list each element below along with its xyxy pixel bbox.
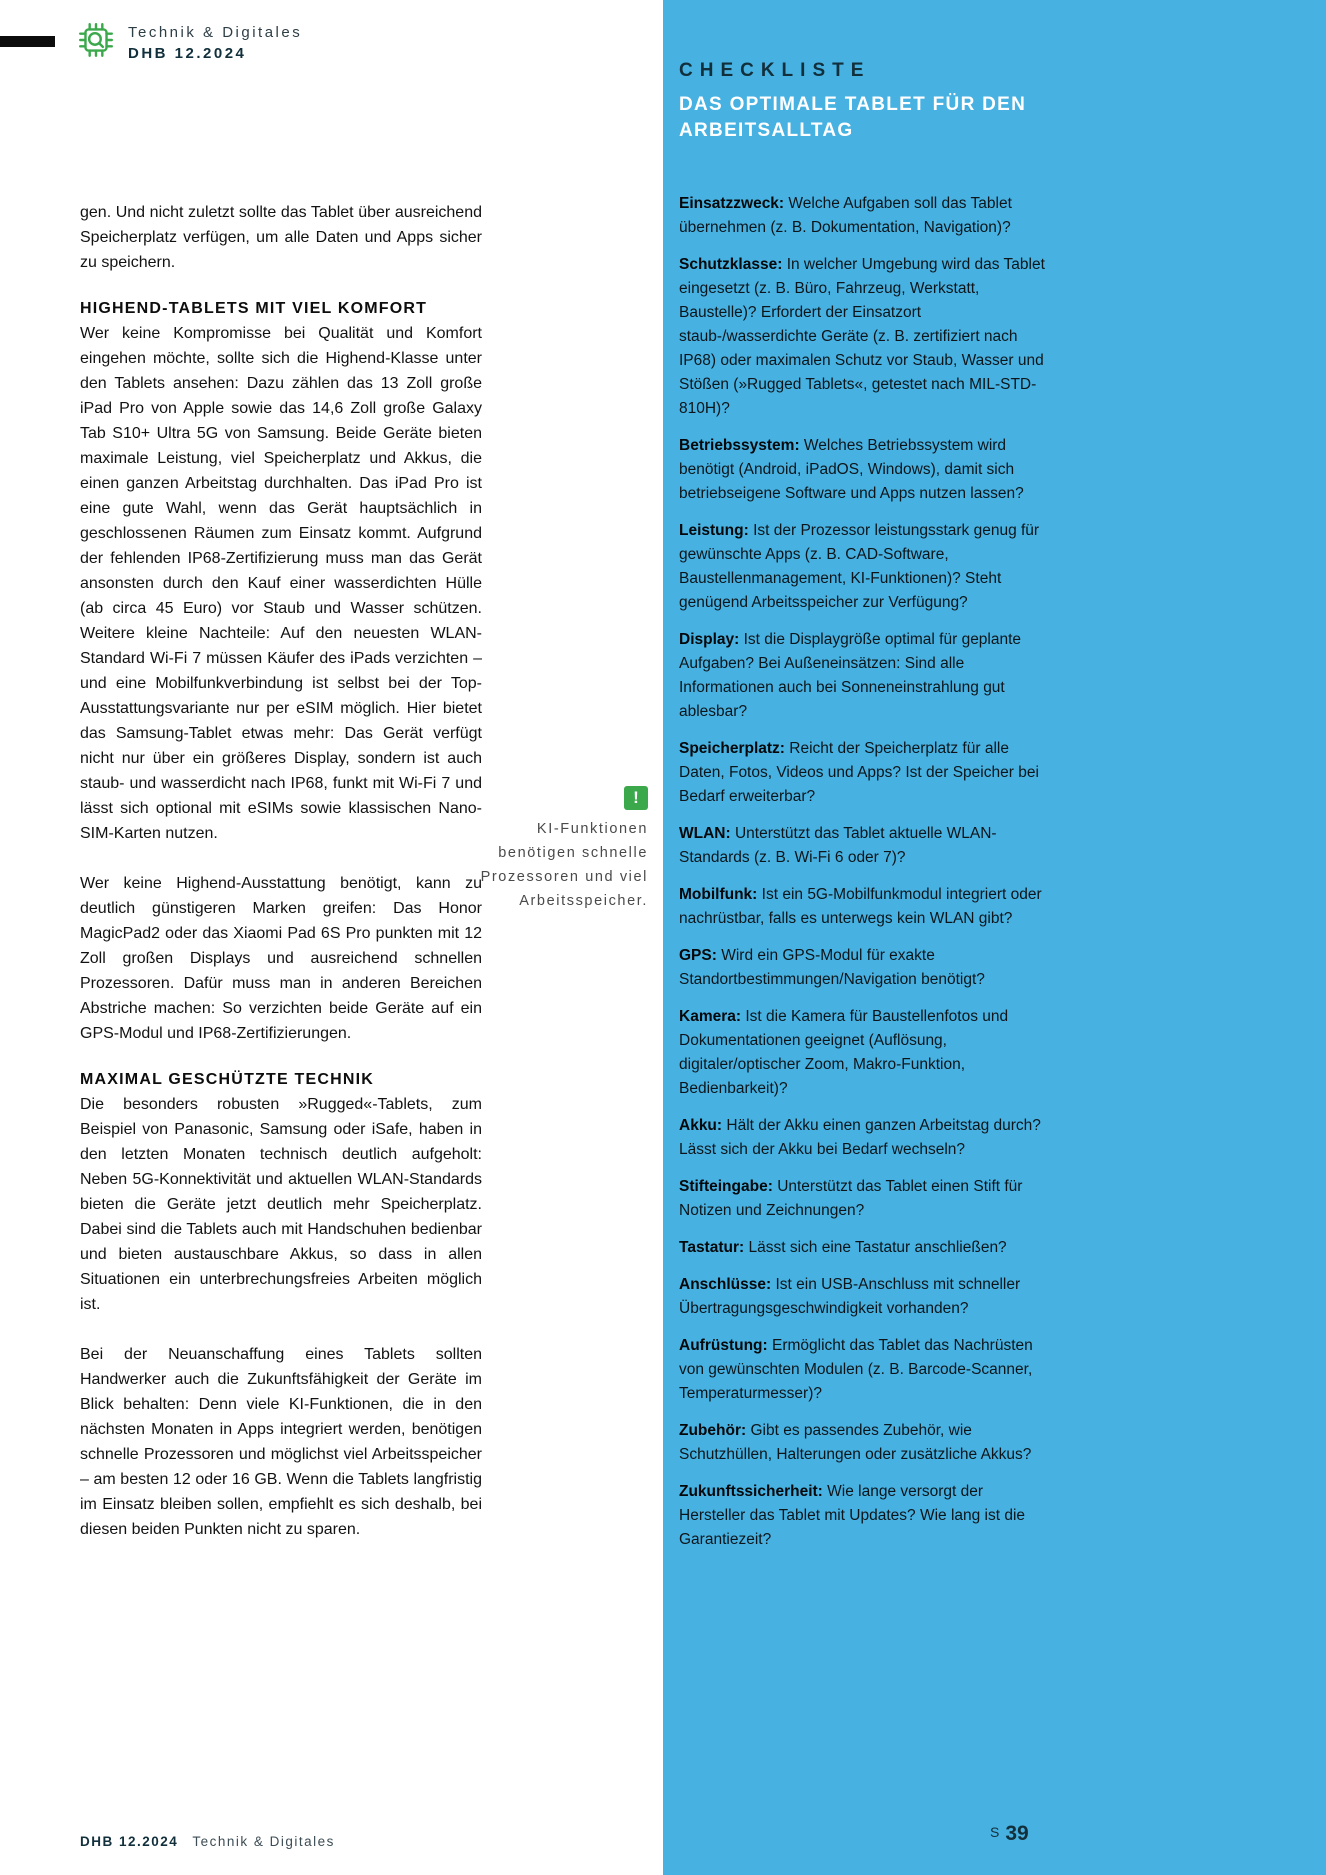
header-issue-label: DHB 12.2024: [128, 44, 247, 62]
checklist-title: DAS OPTIMALE TABLET FÜR DEN ARBEITSALLTAG: [679, 94, 1027, 141]
checklist-item-label: Akku:: [679, 1117, 723, 1134]
checklist-item-text: Unterstützt das Tablet aktuelle WLAN-Standards (z. B. Wi-Fi 6 oder 7)?: [679, 825, 997, 866]
footer-section-label: Technik & Digitales: [192, 1834, 335, 1849]
checklist-item: [679, 1273, 1051, 1321]
footer: [80, 1834, 335, 1849]
checklist-item: [679, 1480, 1051, 1552]
article-intro-paragraph: gen. Und nicht zuletzt sollte das Tablet über ausreichend Speicherplatz verfügen, um alle Daten und Apps sicher zu speichern.: [80, 204, 482, 271]
checklist-item-text: Gibt es passendes Zubehör, wie Schutzhüllen, Halterungen oder zusätzliche Akkus?: [679, 1422, 1032, 1463]
checklist-item-text: Ist ein 5G-Mobilfunkmodul integriert oder nachrüstbar, falls es unterwegs kein WLAN gibt?: [679, 886, 1042, 927]
article-paragraph: Die besonders robusten »Rugged«-Tablets, zum Beispiel von Panasonic, Samsung oder iSafe, haben in den letzten Monaten technisch deutlich aufgeholt: Neben 5G-Konnektivität und aktuellen WLAN-Standards bieten die Geräte jetzt deutlich mehr Speicherplatz. Dabei sind die Tablets auch mit Handschuhen bedienbar und bieten austauschbare Akkus, so dass in allen Situationen ein unterbrechungsfreies Arbeiten möglich ist.: [80, 1096, 482, 1313]
checklist-item: [679, 944, 1051, 992]
checklist-item-label: WLAN:: [679, 825, 731, 842]
checklist-item: [679, 822, 1051, 870]
pull-quote: [468, 786, 648, 913]
checklist-item-label: Tastatur:: [679, 1239, 745, 1256]
article-paragraph: Wer keine Kompromisse bei Qualität und Komfort eingehen möchte, sollte sich die Highend-Klasse unter den Tablets ansehen: Dazu zählen das 13 Zoll große iPad Pro von Apple sowie das 14,6 Zoll große Galaxy Tab S10+ Ultra 5G von Samsung. Beide Geräte bieten maximale Leistung, viel Speicherplatz und Akkus, die einen ganzen Arbeitstag durchhalten. Das iPad Pro ist eine gute Wahl, wenn das Gerät hauptsächlich in geschlossenen Räumen zum Einsatz kommt. Aufgrund der fehlenden IP68-Zertifizierung muss man das Gerät ansonsten durch den Kauf einer wasserdichten Hülle (ab circa 45 Euro) vor Staub und Wasser schützen. Weitere kleine Nachteile: Auf den neuesten WLAN-Standard Wi-Fi 7 müssen Käufer des iPads verzichten – und eine Mobilfunkverbindung ist selbst bei der Top-Ausstattungsvariante nur per eSIM möglich. Hier bietet das Samsung-Tablet etwas mehr: Das Gerät verfügt nicht nur über ein größeres Display, sondern ist auch staub- und wasserdicht nach IP68, funkt mit Wi-Fi 7 und lässt sich optional mit eSIMs sowie klassischen Nano-SIM-Karten nutzen.: [80, 325, 482, 842]
footer-issue-label: DHB 12.2024: [80, 1834, 179, 1849]
checklist-item-label: Aufrüstung:: [679, 1337, 768, 1354]
checklist-item: [679, 1005, 1051, 1101]
checklist-item-label: Anschlüsse:: [679, 1276, 772, 1293]
checklist-item-label: Schutzklasse:: [679, 256, 783, 273]
checklist-item-label: Stifteingabe:: [679, 1178, 773, 1195]
checklist-item-text: Reicht der Speicherplatz für alle Daten, Fotos, Videos und Apps? Ist der Speicher bei Bedarf erweiterbar?: [679, 740, 1039, 805]
page-header: [76, 20, 302, 65]
checklist-sidebar: [679, 60, 1051, 1565]
exclamation-icon: !: [624, 786, 648, 810]
checklist-item: [679, 1419, 1051, 1467]
checklist-item: [679, 883, 1051, 931]
checklist-item-text: Lässt sich eine Tastatur anschließen?: [748, 1239, 1007, 1256]
checklist-item-text: Wie lange versorgt der Hersteller das Tablet mit Updates? Wie lang ist die Garantiezeit?: [679, 1483, 1026, 1548]
checklist-item-text: Unterstützt das Tablet einen Stift für Notizen und Zeichnungen?: [679, 1178, 1023, 1219]
checklist-item-text: Ist der Prozessor leistungsstark genug für gewünschte Apps (z. B. CAD-Software, Baustellenmanagement, KI-Funktionen)? Steht genügend Arbeitsspeicher zur Verfügung?: [679, 522, 1040, 611]
corner-rule: [0, 36, 55, 47]
checklist-item: [679, 519, 1051, 615]
checklist-item-label: Einsatzzweck:: [679, 195, 785, 212]
article-paragraph: Wer keine Highend-Ausstattung benötigt, kann zu deutlich günstigeren Marken greifen: Das Honor MagicPad2 oder das Xiaomi Pad 6S Pro punkten mit 12 Zoll großen Displays und ausreichend schnellen Prozessoren. Dafür muss man in anderen Bereichen Abstriche machen: So verzichten beide Geräte auf ein GPS-Modul und IP68-Zertifizierungen.: [80, 875, 482, 1042]
article-section-heading: HIGHEND-TABLETS MIT VIEL KOMFORT: [80, 300, 428, 317]
checklist-item: [679, 253, 1051, 421]
checklist-item: [679, 1334, 1051, 1406]
checklist-item-text: Ist die Kamera für Baustellenfotos und Dokumentationen geeignet (Auflösung, digitaler/optischer Zoom, Makro-Funktion, Bedienbarkeit)?: [679, 1008, 1009, 1097]
checklist-item: [679, 192, 1051, 240]
page-number-prefix: S: [990, 1824, 1000, 1840]
checklist-item-label: Zubehör:: [679, 1422, 747, 1439]
checklist-item-label: GPS:: [679, 947, 717, 964]
page-number-value: 39: [1005, 1822, 1029, 1845]
page-number: [990, 1822, 1029, 1846]
checklist-items: [679, 192, 1051, 1552]
checklist-item: [679, 1236, 1051, 1260]
article-section-heading: MAXIMAL GESCHÜTZTE TECHNIK: [80, 1071, 375, 1088]
checklist-item-label: Display:: [679, 631, 740, 648]
checklist-item-label: Mobilfunk:: [679, 886, 758, 903]
article-paragraph: Bei der Neuanschaffung eines Tablets sollten Handwerker auch die Zukunftsfähigkeit der Geräte im Blick behalten: Denn viele KI-Funktionen, die in den nächsten Monaten in Apps integriert werden, benötigen schnelle Prozessoren und möglichst viel Arbeitsspeicher – am besten 12 oder 16 GB. Wenn die Tablets langfristig im Einsatz bleiben sollen, empfiehlt es sich deshalb, bei diesen beiden Punkten nicht zu sparen.: [80, 1346, 482, 1538]
checklist-item-label: Betriebssystem:: [679, 437, 800, 454]
checklist-item-label: Kamera:: [679, 1008, 742, 1025]
checklist-item-text: Hält der Akku einen ganzen Arbeitstag durch? Lässt sich der Akku bei Bedarf wechseln?: [679, 1117, 1041, 1158]
checklist-item-label: Zukunftssicherheit:: [679, 1483, 823, 1500]
checklist-item: [679, 737, 1051, 809]
checklist-item-text: Ist ein USB-Anschluss mit schneller Übertragungsgeschwindigkeit vorhanden?: [679, 1276, 1021, 1317]
checklist-item: [679, 628, 1051, 724]
checklist-item-text: Wird ein GPS-Modul für exakte Standortbestimmungen/Navigation benötigt?: [679, 947, 985, 988]
checklist-item-text: Welches Betriebssystem wird benötigt (Android, iPadOS, Windows), damit sich betriebseigene Software und Apps nutzen lassen?: [679, 437, 1024, 502]
checklist-item-text: Ermöglicht das Tablet das Nachrüsten von gewünschten Modulen (z. B. Barcode-Scanner, Temperaturmesser)?: [679, 1337, 1033, 1402]
header-section-label: Technik & Digitales: [128, 23, 303, 41]
checklist-kicker: CHECKLISTE: [679, 60, 871, 81]
article-body: [80, 200, 482, 1567]
pull-quote-text: KI-Funktionen benötigen schnelle Prozessoren und viel Arbeitsspeicher.: [480, 821, 648, 909]
checklist-item-label: Leistung:: [679, 522, 749, 539]
checklist-item: [679, 1114, 1051, 1162]
checklist-item-label: Speicherplatz:: [679, 740, 785, 757]
checklist-item-text: Welche Aufgaben soll das Tablet übernehmen (z. B. Dokumentation, Navigation)?: [679, 195, 1012, 236]
checklist-item-text: Ist die Displaygröße optimal für geplante Aufgaben? Bei Außeneinsätzen: Sind alle Informationen auch bei Sonneneinstrahlung gut ablesbar?: [679, 631, 1022, 720]
tech-chip-logo-icon: [76, 20, 116, 65]
checklist-item: [679, 434, 1051, 506]
header-text: [128, 24, 302, 62]
checklist-item: [679, 1175, 1051, 1223]
checklist-item-text: In welcher Umgebung wird das Tablet eingesetzt (z. B. Büro, Fahrzeug, Werkstatt, Baustelle)? Erfordert der Einsatzort staub-/wasserdichte Geräte (z. B. zertifiziert nach IP68) oder maximalen Schutz vor Staub, Wasser und Stößen (»Rugged Tablets«, getestet nach MIL-STD-810H)?: [679, 256, 1045, 417]
